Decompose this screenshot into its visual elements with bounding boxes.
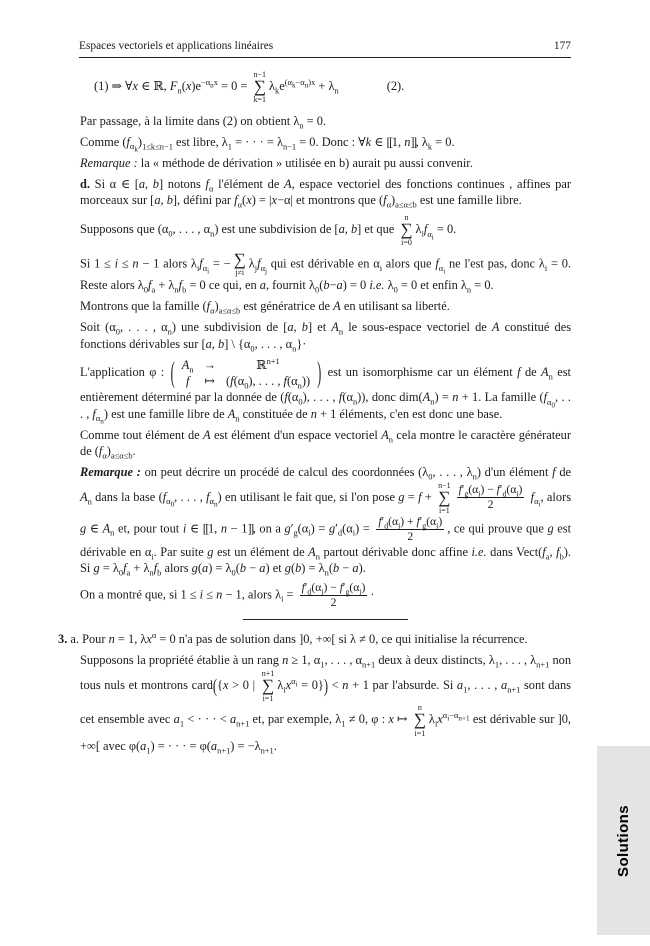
display-equation-2: (1) ⇒ ∀x ∈ ℝ, $F_n(x)e^{-\alpha_nx} = 0$ = n−1 ∑ k=1 $\lambda_ke^{(\alpha_k-\alpha_n)x} + \lambda_n$ (2). bbox=[94, 70, 405, 105]
item-d-intro: d. Si α ∈ [a, b] notons $f_\alpha$ l'élément de A, espace vectoriel des fonctions continues , affines par morceaux sur [a, b], défini par $f_\alpha(x) = |x-\alpha|$ et montrons que $(f_\alpha)_{a\le\alpha\le b}$ est une famille libre. bbox=[80, 176, 571, 210]
page-number: 177 bbox=[553, 40, 571, 52]
para-passage-limite: Par passage, à la limite dans (2) on obtient $\lambda_n = 0$. bbox=[80, 113, 327, 130]
page-header bbox=[79, 40, 571, 58]
item-3a: 3. a. Pour n = 1, $\lambda x^\alpha = 0$ n'a pas de solution dans ]0, +∞[ si λ ≠ 0, ce qui initialise la récurrence. bbox=[58, 630, 528, 647]
para-derivabilite: Si 1 ≤ i ≤ n − 1 alors $\lambda_if_{\alpha_i}$ = − ∑ j≠i $\lambda_jf_{\alpha_j}$ qui est dérivable en $\alpha_i$ alors que $f_{\alpha_i}$ ne l'est pas, donc $\lambda_i = 0$. Reste alors $\lambda_0f_a + \lambda_nf_b = 0$ ce qui, en a, fournit $\lambda_0(b-a) = 0$ i.e. $\lambda_0 = 0$ et enfin $\lambda_n = 0$. bbox=[80, 250, 571, 295]
para-famille-libre-conclusion: Comme $(f_{\alpha_k})_{1\le k\le n-1}$ est libre, $\lambda_1$ = · · · = $\lambda_{n-1} = 0$. Donc : ∀k ∈ [[1, n]], $\lambda_k = 0$. bbox=[80, 134, 455, 154]
para-application-isomorphisme: L'application φ : ( $A_n$ → ℝ$^{n+1}$ f ↦ ($f(\alpha_0)$, . . . , $f(\alpha_n)$) ) est un isomorphisme car un élément f de $A_n$ est entièrement déterminé par la donnée de ($f(\alpha_0)$, . . . , $f(\alpha_n)$), donc $dim(A_n) = n + 1$. La famille ($f_{\alpha_0}$, . . . , $f_{\alpha_n}$) est une famille libre de $A_n$ constituée de n + 1 éléments, c'en est donc une base. bbox=[80, 355, 571, 426]
para-supposons-subdivision: Supposons que ($\alpha_0$, . . . , $\alpha_n$) est une subdivision de [a, b] et que n ∑ i=0 $\lambda_if_{\alpha_i} = 0$. bbox=[80, 213, 457, 248]
para-caractere-generateur: Comme tout élément de A est élément d'un espace vectoriel $A_n$ cela montre le caractère générateur de $(f_\alpha)_{a\le\alpha\le b}$. bbox=[80, 427, 571, 461]
solutions-tab-label: Solutions bbox=[615, 804, 632, 877]
para-montrons-generatrice: Montrons que la famille $(f_\alpha)_{a\le\alpha\le b}$ est génératrice de A en utilisant sa liberté. bbox=[80, 299, 450, 316]
page-content bbox=[58, 66, 572, 759]
para-recurrence: Supposons la propriété établie à un rang n ≥ 1, $\alpha_1$, . . . , $\alpha_{n+1}$ deux à deux distincts, $\lambda_1$, . . . , $\lambda_{n+1}$ non tous nuls et montrons card({x > 0 | n+1 ∑ i=1 $\lambda_ix^{\alpha_i} = 0\}) < n + 1$ par l'absurde. Si $a_1$, . . . , $a_{n+1}$ sont dans cet ensemble avec $a_1$ < · · · < $a_{n+1}$ et, par exemple, $\lambda_1 \ne 0$, φ : x ↦ n ∑ i=1 $\lambda_ix^{\alpha_i-\alpha_{n+1}}$ est dérivable sur ]0, +∞[ avec $\varphi(a_1)$ = · · · = $\varphi(a_{n+1}) = -\lambda_{n+1}$. bbox=[80, 653, 572, 756]
remark-coordonnees: Remarque : on peut décrire un procédé de calcul des coordonnées ($\lambda_0$, . . . , $\lambda_n$) d'un élément f de $A_n$ dans la base ($f_{\alpha_0}$, . . . , $f_{\alpha_n}$) en utilisant le fait que, si l'on pose g = f + n−1 ∑ i=1 $\frac{f'_g(\alpha_i) - f'_d(\alpha_i)}{2}$ $f_{\alpha_i}$, alors g ∈ $A_n$ et, pour tout i ∈ [[1, n − 1]], on a $g'_g(\alpha_i) = g'_d(\alpha_i)$ = $\frac{f'_d(\alpha_i) + f'_g(\alpha_i)}{2}$ , ce qui prouve que g est dérivable en $\alpha_i$. Par suite g est un élément de $A_n$ partout dérivable donc affine i.e. dans $Vect(f_a$, $f_b$). Si $g = \lambda_0f_a + \lambda_nf_b$ alors $g(a) = \lambda_0(b - a)$ et $g(b) = \lambda_n(b - a)$. bbox=[80, 465, 572, 578]
para-conclusion-lambda: On a montré que, si 1 ≤ i ≤ n − 1, alors $\lambda_i$ = $\frac{f'_d(\alpha_i) - f'_g(\alpha_i)}{2}$ · bbox=[80, 581, 375, 610]
running-title: Espaces vectoriels et applications linéaires bbox=[79, 40, 274, 52]
remark-methode-derivation: Remarque : la « méthode de dérivation » utilisée en b) aurait pu aussi convenir. bbox=[80, 155, 473, 170]
para-soit-subdivision: Soit ($\alpha_0$, . . . , $\alpha_n$) une subdivision de [a, b] et $A_n$ le sous-espace vectoriel de A constitué des fonctions dérivables sur [a, b] \ {$\alpha_0$, . . . , $\alpha_n\}\cdot$ bbox=[80, 320, 572, 354]
section-divider bbox=[243, 619, 408, 620]
solutions-margin-tab bbox=[597, 746, 650, 935]
